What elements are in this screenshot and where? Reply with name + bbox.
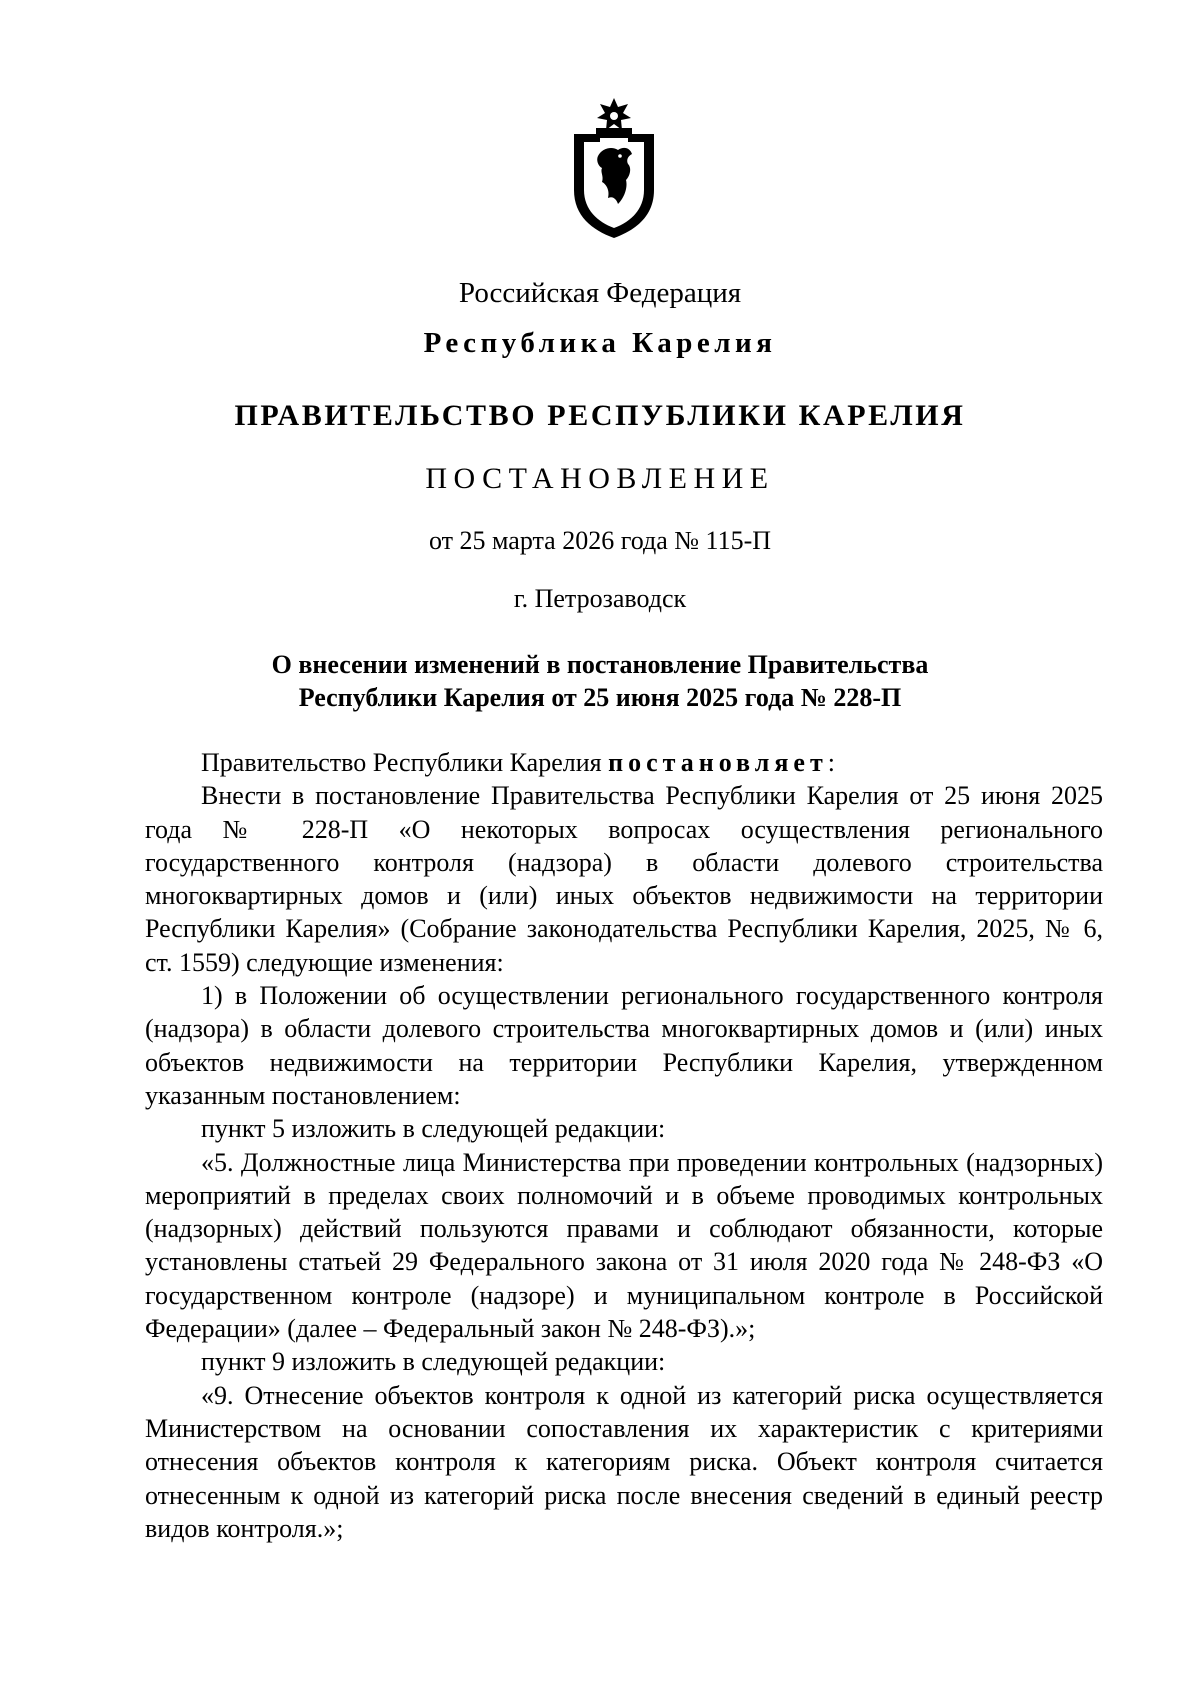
date-and-number: от 25 марта 2026 года № 115-П [428,526,772,555]
document-subject [0,648,1200,714]
paragraph-6: «9. Отнесение объектов контроля к одной из категорий риска осуществляется Министерством на основании сопоставления их характеристик с критериями отнесения объектов контроля к категориям риска. Объект контроля считается отнесенным к одной из категорий риска после внесения сведений в единый реестр видов контроля.»; [145,1380,1103,1543]
subject-line-1: О внесении изменений в постановление Правительства [271,650,929,679]
karelia-coat-of-arms-icon [568,98,660,238]
country-name: Российская Федерация [458,277,742,309]
intro-paragraph [145,746,1103,779]
subject-line-2: Республики Карелия от 25 июня 2025 года № 228-П [298,683,902,712]
document-type: ПОСТАНОВЛЕНИЕ [425,462,775,495]
paragraph-2: 1) в Положении об осуществлении регионального государственного контроля (надзора) в области долевого строительства многоквартирных домов и (или) иных объектов недвижимости на территории Республики Карелия, утвержденном указанным постановлением: [145,981,1103,1110]
paragraph-3: пункт 5 изложить в следующей редакции: [201,1114,666,1144]
document-body [145,746,1103,1545]
paragraph-5: пункт 9 изложить в следующей редакции: [201,1347,666,1377]
republic-name: Республика Карелия [423,327,777,359]
paragraph-4: «5. Должностные лица Министерства при проведении контрольных (надзорных) мероприятий в пределах своих полномочий и в объеме проводимых контрольных (надзорных) действий пользуются правами и соблюдают обязанности, которые установлены статьей 29 Федерального закона от 31 июля 2020 года № 248-ФЗ «О государственном контроле (надзоре) и муниципальном контроле в Российской Федерации» (далее – Федеральный закон № 248-ФЗ).»; [145,1147,1103,1344]
city-name: г. Петрозаводск [513,584,687,613]
intro-suffix: : [827,748,835,777]
intro-keyword: постановляет [608,748,828,777]
paragraph-1: Внести в постановление Правительства Республики Карелия от 25 июня 2025 года № 228-П «О некоторых вопросах осуществления регионального государственного контроля (надзора) в области долевого строительства многоквартирных домов и (или) иных объектов недвижимости на территории Республики Карелия» (Собрание законодательства Республики Карелия, 2025, № 6, ст. 1559) следующие изменения: [145,781,1103,977]
intro-prefix: Правительство Республики Карелия [201,748,609,777]
government-name: ПРАВИТЕЛЬСТВО РЕСПУБЛИКИ КАРЕЛИЯ [234,399,966,432]
